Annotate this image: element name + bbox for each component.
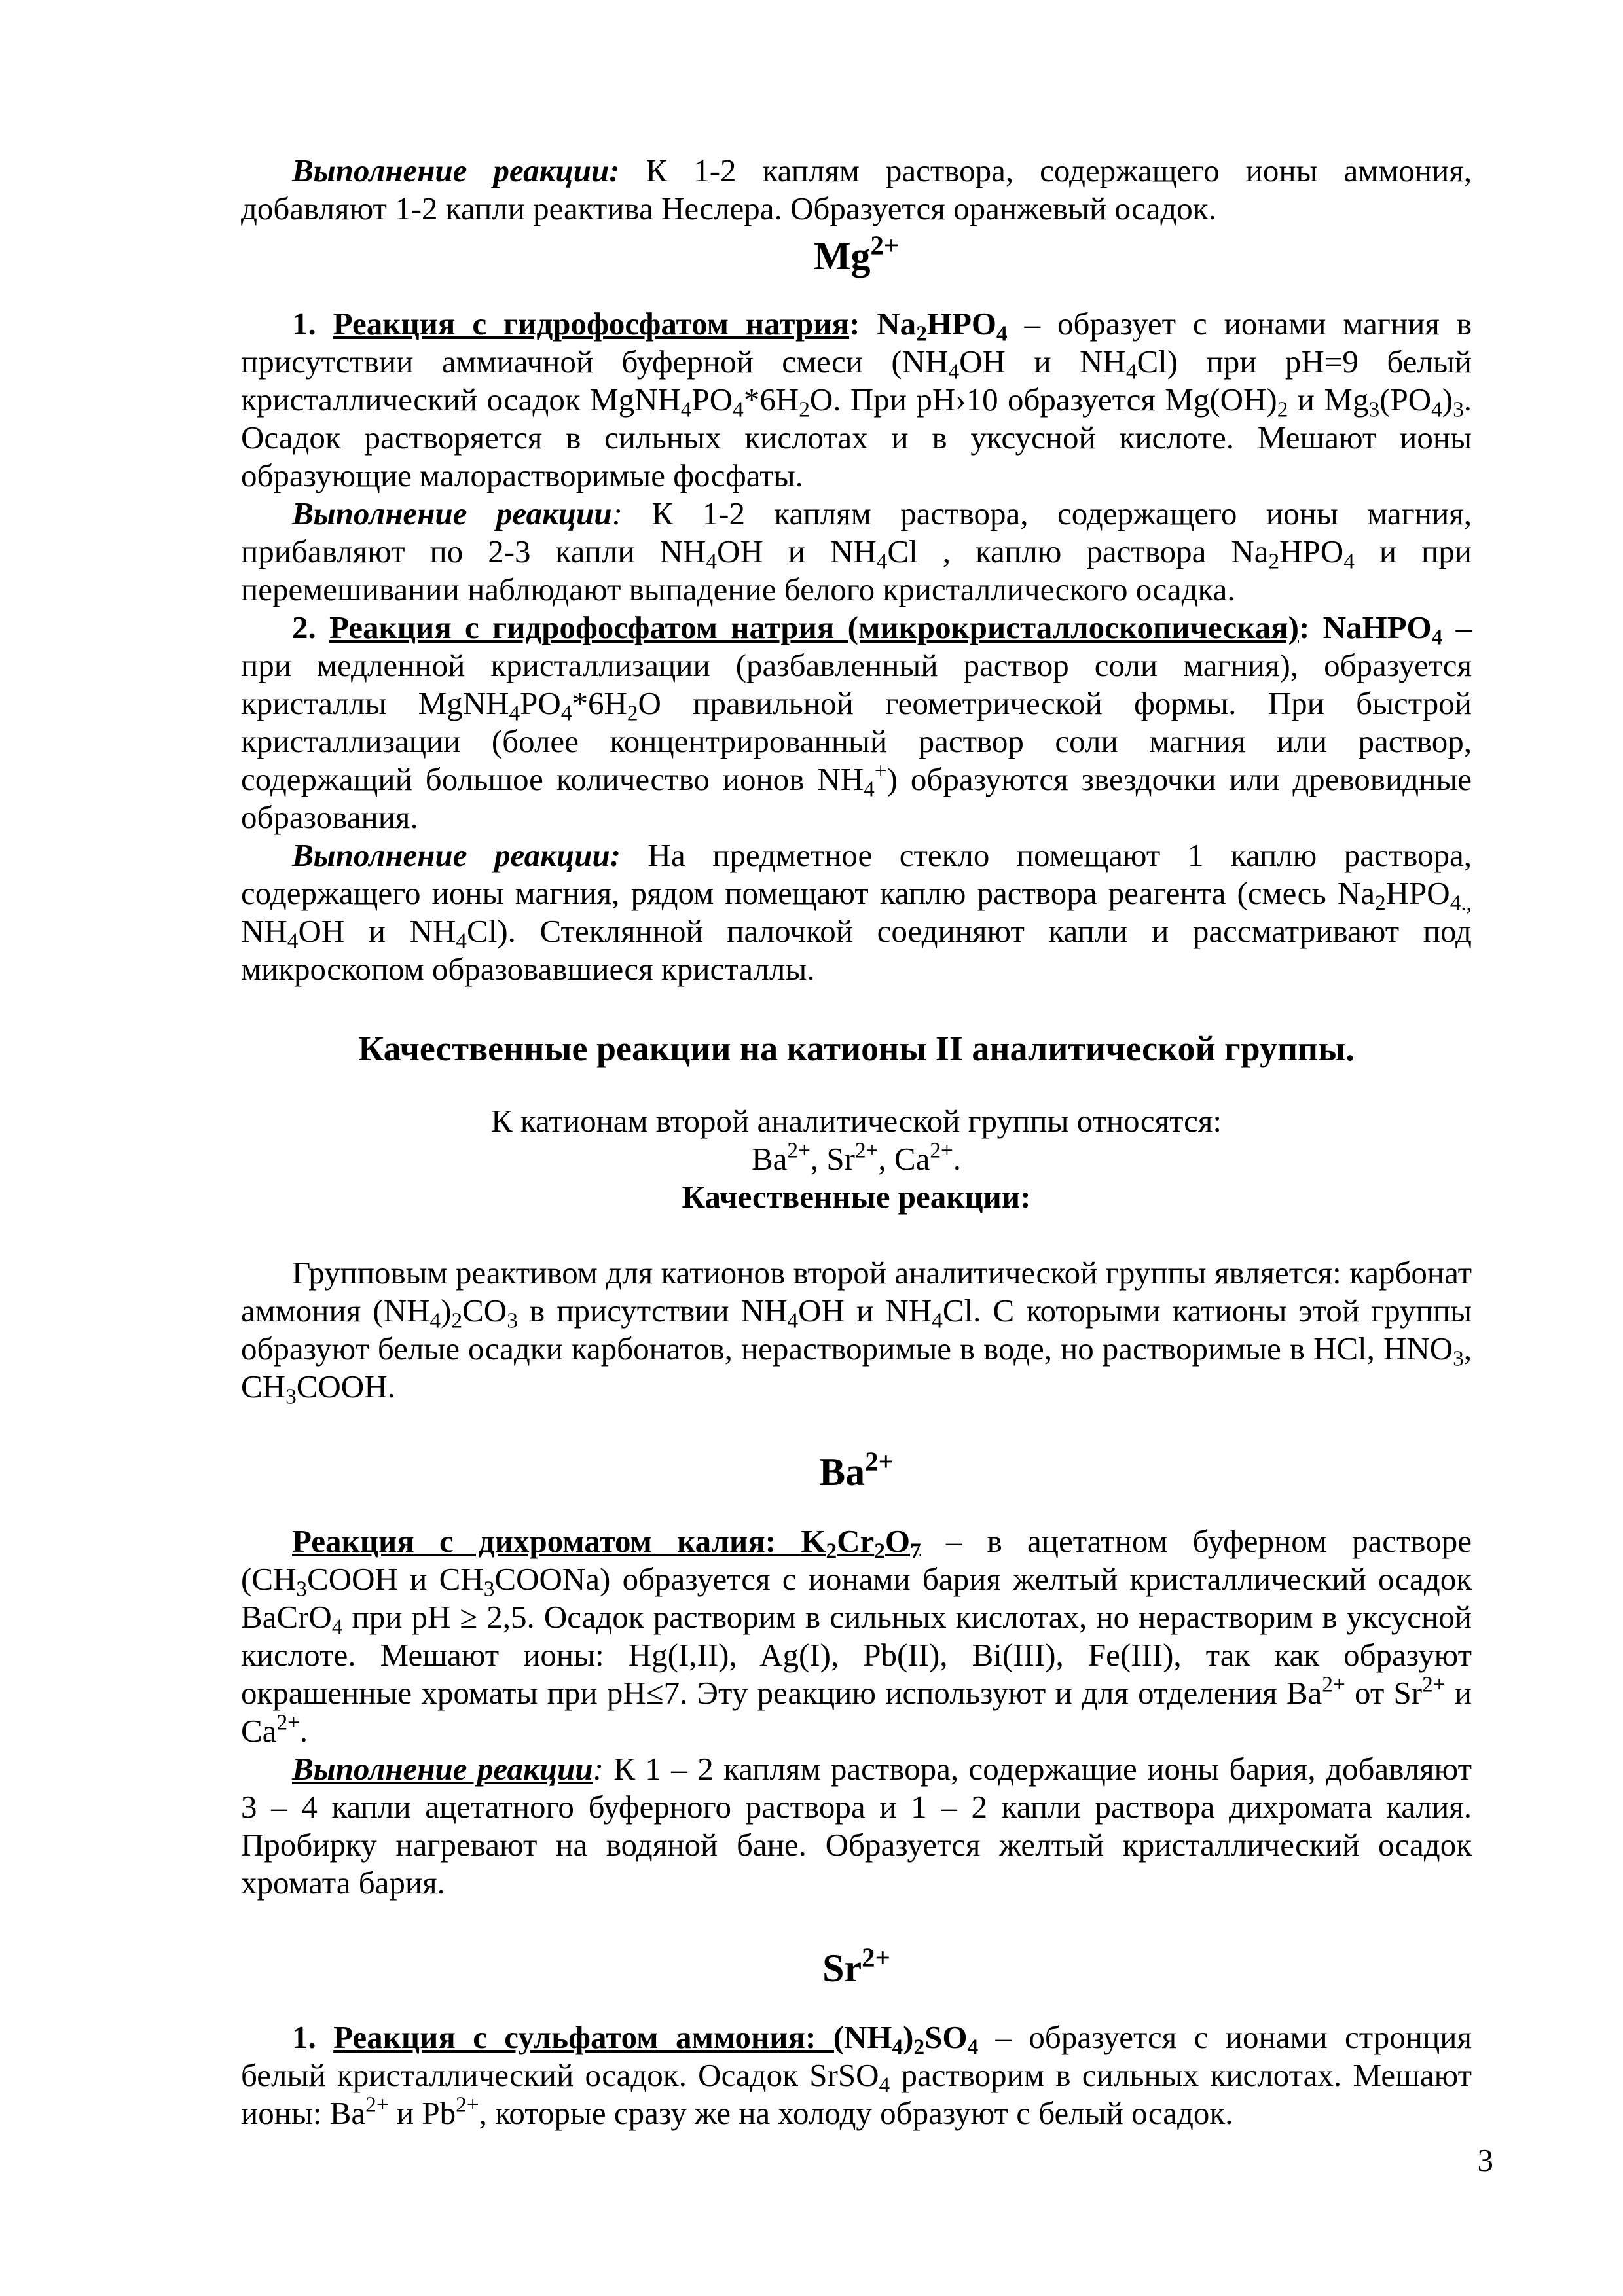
exec-label: Выполнение реакции [292,495,612,531]
group-reagent-paragraph: Групповым реактивом для катионов второй аналитической группы является: карбонат аммония $(NH_4)_2CO_3$ в присутствии $NH_4OH$ и $NH_4Cl$. С которыми катионы этой группы образуют белые осадки карбонатов, нерастворимые в воде, но растворимые в HCl, $HNO_3$, $CH_3COOH$. [241,1255,1472,1409]
reaction-title: Реакция с сульфатом аммония: ( [333,2019,845,2055]
ba-reaction: Реакция с дихроматом калия: $K_2Cr_2O_7$ – в ацетатном буферном растворе ($CH_3COOH$ и $CH_3COONa$) образуется с ионами бария желтый кристаллический осадок BaCrO$_4$ при pH ≥ 2,5. Осадок растворим в сильных кислотах, но нерастворим в уксусной кислоте. Мешают ионы: Hg(I,II), Ag(I), Pb(II), Bi(III), Fe(III), так как образуют окрашенные хроматы при pH≤7. Эту реакцию используют и для отделения $Ba^{2+}$ от $Sr^{2+}$ и $Ca^{2+}$. [241,1523,1472,1749]
mg-heading: $Mg^{2+}$ [813,230,900,278]
reaction-title: Реакция с дихроматом калия: [292,1523,801,1559]
page-number: 3 [1477,2142,1493,2178]
group2-ions: $Ba^{2+}$, $Sr^{2+}$, $Ca^{2+}$. [751,1138,962,1177]
formula: NaHPO$_4$ [1322,609,1443,650]
formula: $K_2Cr_2O_7$ [801,1523,921,1564]
sr-reaction-1: 1. Реакция с сульфатом аммония: $(NH_4)_2SO_4$ – образуется с ионами стронция белый кристаллический осадок. Осадок SrSO$_4$ растворим в сильных кислотах. Мешают ионы: $Ba^{2+}$ и $Pb^{2+}$, которые сразу же на холоду образуют с белый осадок. [241,2019,1472,2131]
sr-heading: $Sr^{2+}$ [822,1943,890,1990]
mg-reaction-1-exec: Выполнение реакции: К 1-2 каплям раствора, содержащего ионы магния, прибавляют по 2-3 капли $NH_4OH$ и $NH_4Cl$ , каплю раствора $Na_2HPO_4$ и при перемешивании наблюдают выпадение белого кристаллического осадка. [241,495,1472,607]
paragraph-ammonium-exec: Выполнение реакции: К 1-2 каплям раствора, содержащего ионы аммония, добавляют 1-2 капли реактива Неслера. Образуется оранжевый осадок. [241,152,1472,226]
exec-label: Выполнение реакции [292,1751,593,1787]
mg-reaction-2-exec: Выполнение реакции: На предметное стекло помещают 1 каплю раствора, содержащего ионы магния, рядом помещают каплю раствора реагента (смесь $Na_2HPO_{4.,}$ $NH_4OH$ и $NH_4Cl$). Стеклянной палочкой соединяют капли и рассматривают под микроскопом образовавшиеся кристаллы. [241,837,1472,987]
formula: $NH_4)_2SO_4$ [844,2019,979,2060]
exec-label: Выполнение реакции: [292,837,621,873]
group2-intro: К катионам второй аналитической группы относятся: [490,1103,1222,1139]
reaction-title: Реакция с гидрофосфатом натрия [333,306,850,342]
ba-heading: $Ba^{2+}$ [819,1446,894,1494]
mg-reaction-1: 1. Реакция с гидрофосфатом натрия: $Na_2HPO_4$ – образует с ионами магния в присутствии аммиачной буферной смеси ($NH_4OH$ и $NH_4Cl$) при pH=9 белый кристаллический осадок $MgNH_4PO_4*6H_2O$. При pH›10 образуется $Mg(OH)_2$ и $Mg_3(PO_4)_3$. Осадок растворяется в сильных кислотах и в уксусной кислоте. Мешают ионы образующие малорастворимые фосфаты. [241,306,1472,493]
reaction-title: Реакция с гидрофосфатом натрия (микрокристаллоскопическая) [329,609,1299,645]
group2-subtitle: Качественные реакции: [682,1179,1031,1215]
formula: $Na_2HPO_4$ [877,306,1008,346]
section-title: Качественные реакции на катионы II аналитической группы. [358,1029,1355,1068]
ba-reaction-exec: Выполнение реакции: К 1 – 2 каплям раствора, содержащие ионы бария, добавляют 3 – 4 капли ацетатного буферного раствора и 1 – 2 капли раствора дихромата калия. Пробирку нагревают на водяной бане. Образуется желтый кристаллический осадок хромата бария. [241,1751,1472,1901]
exec-label: Выполнение реакции: [292,152,620,188]
document-page [241,152,1472,2132]
mg-reaction-2: 2. Реакция с гидрофосфатом натрия (микрокристаллоскопическая): NaHPO$_4$ – при медленной кристаллизации (разбавленный раствор соли магния), образуется кристаллы $MgNH_4PO_4*6H_2O$ правильной геометрической формы. При быстрой кристаллизации (более концентрированный раствор соли магния или раствор, содержащий большое количество ионов $NH_4^+$) образуются звездочки или древовидные образования. [241,609,1472,835]
